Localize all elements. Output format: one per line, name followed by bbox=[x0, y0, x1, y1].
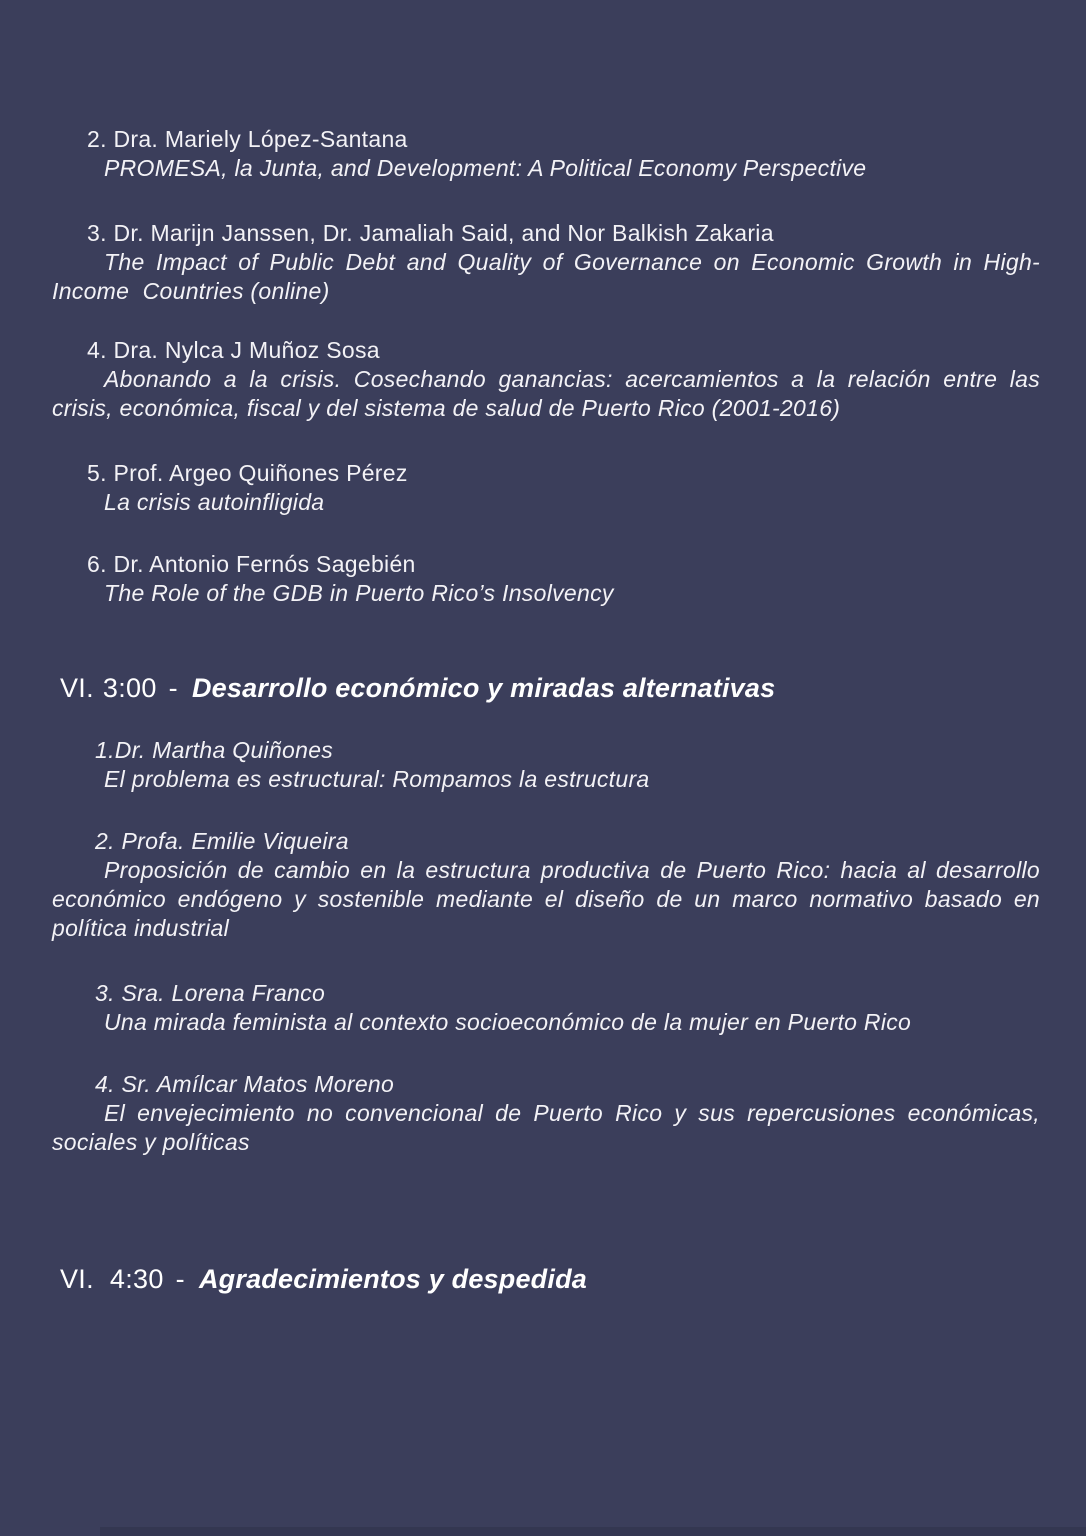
agenda-item bbox=[52, 979, 1040, 1037]
agenda-item bbox=[52, 1070, 1047, 1157]
session-time: 3:00 bbox=[102, 673, 157, 703]
talk-title: Una mirada feminista al contexto socioeconómico de la mujer en Puerto Rico bbox=[104, 1009, 912, 1035]
agenda-item bbox=[52, 336, 1047, 423]
session-vi-heading bbox=[52, 670, 1040, 706]
talk-title: PROMESA, la Junta, and Development: A Political Economy Perspective bbox=[104, 155, 867, 181]
speaker-name: 4. Dra. Nylca J Muñoz Sosa bbox=[87, 337, 380, 363]
agenda-item bbox=[52, 736, 1040, 794]
speaker-name: 4. Sr. Amílcar Matos Moreno bbox=[95, 1071, 395, 1097]
session-numeral: VI. bbox=[60, 1264, 94, 1294]
agenda-item bbox=[52, 550, 1040, 608]
bottom-edge-band bbox=[100, 1527, 1086, 1536]
agenda-item bbox=[52, 459, 1040, 517]
session-v-items bbox=[52, 125, 1047, 608]
speaker-name: 6. Dr. Antonio Fernós Sagebién bbox=[87, 551, 416, 577]
agenda-item bbox=[52, 125, 1040, 183]
session-vi-items bbox=[52, 736, 1047, 1157]
talk-title: The Impact of Public Debt and Quality of Governance on Economic Growth in High-Income Countries (online) bbox=[52, 249, 1040, 304]
talk-title: El problema es estructural: Rompamos la estructura bbox=[104, 766, 650, 792]
session-numeral: VI. bbox=[60, 673, 94, 703]
talk-title: La crisis autoinfligida bbox=[104, 489, 325, 515]
talk-title: El envejecimiento no convencional de Puerto Rico y sus repercusiones económicas, sociales y políticas bbox=[52, 1100, 1047, 1155]
speaker-name: 2. Dra. Mariely López-Santana bbox=[87, 126, 408, 152]
speaker-name: 5. Prof. Argeo Quiñones Pérez bbox=[87, 460, 408, 486]
speaker-name: 3. Sra. Lorena Franco bbox=[95, 980, 326, 1006]
speaker-name: 2. Profa. Emilie Viqueira bbox=[95, 828, 349, 854]
agenda-item bbox=[52, 219, 1040, 306]
speaker-name: 1.Dr. Martha Quiñones bbox=[95, 737, 334, 763]
speaker-name: 3. Dr. Marijn Janssen, Dr. Jamaliah Said, and Nor Balkish Zakaria bbox=[87, 220, 774, 246]
session-title: Desarrollo económico y miradas alternativas bbox=[191, 673, 776, 703]
heading-separator: - bbox=[175, 1264, 185, 1294]
talk-title: Abonando a la crisis. Cosechando ganancias: acercamientos a la relación entre las crisis, económica, fiscal y del sistema de salud de Puerto Rico (2001-2016) bbox=[52, 366, 1047, 421]
talk-title: The Role of the GDB in Puerto Rico’s Insolvency bbox=[104, 580, 614, 606]
agenda-item bbox=[52, 827, 1047, 943]
session-time: 4:30 bbox=[109, 1264, 164, 1294]
talk-title: Proposición de cambio en la estructura productiva de Puerto Rico: hacia al desarrollo económico endógeno y sostenible mediante el diseño de un marco normativo basado en política industrial bbox=[52, 857, 1047, 941]
heading-separator: - bbox=[168, 673, 178, 703]
closing-heading bbox=[52, 1261, 1040, 1297]
session-title: Agradecimientos y despedida bbox=[198, 1264, 587, 1294]
